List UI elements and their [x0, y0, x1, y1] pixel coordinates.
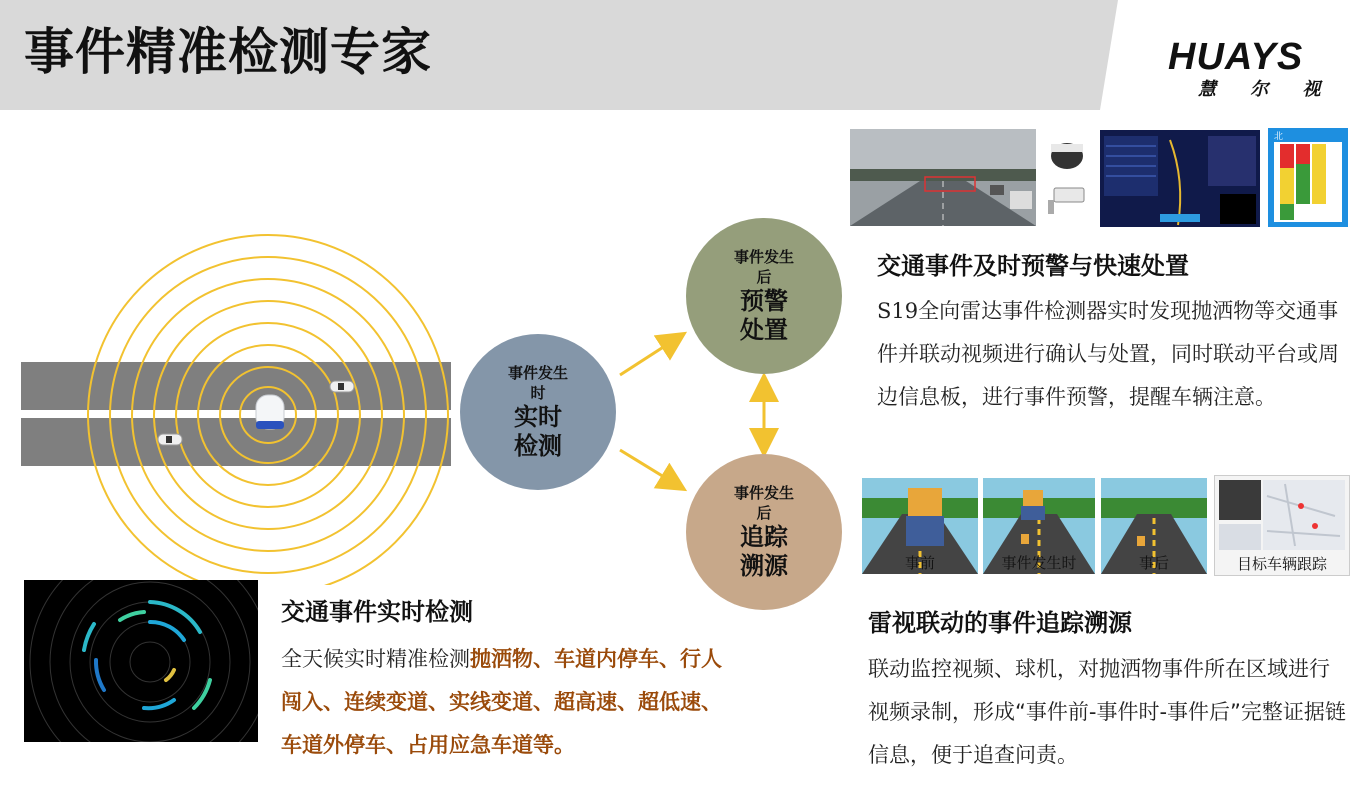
- warning-disposal-node: [686, 218, 842, 374]
- road-lane-upper: [21, 362, 451, 410]
- node-caption: 时: [530, 384, 546, 402]
- warning-section-body: S19全向雷达事件检测器实时发现抛洒物等交通事件并联动视频进行确认与处置，同时联动平台或周边信息板，进行事件预警，提醒车辆注意。: [877, 299, 1339, 409]
- trace-source-node: [686, 454, 842, 610]
- caption-after: 事后: [1138, 554, 1169, 572]
- node-caption: 后: [756, 268, 772, 286]
- before-event-image: [862, 478, 978, 574]
- car-icon-lower: [158, 434, 182, 445]
- node-caption: 事件发生: [507, 364, 568, 382]
- radar-road-illustration: [0, 215, 460, 585]
- node-title: 追踪: [740, 523, 788, 551]
- highway-camera-image: [850, 129, 1036, 226]
- caption-tracking: 目标车辆跟踪: [1236, 555, 1327, 573]
- node-caption: 事件发生: [733, 484, 794, 502]
- node-title: 预警: [740, 287, 788, 315]
- camera-devices-icon: [1044, 136, 1090, 216]
- page-title: 事件精准检测专家: [24, 23, 432, 81]
- detect-section-heading: 交通事件实时检测: [281, 598, 473, 626]
- detect-event-list: 抛洒物、车道内停车、行人闯入、连续变道、实线变道、超高速、超低速、车道外停车、占用应急车道等。: [281, 647, 722, 757]
- detect-section-body: [281, 638, 731, 767]
- info-board-image: [1268, 128, 1348, 227]
- arrow-to-warning: [620, 335, 682, 375]
- caption-during: 事件发生时: [1001, 554, 1077, 572]
- road-lane-lower: [21, 418, 451, 466]
- detect-intro: 全天候实时精准检测: [281, 647, 470, 671]
- caption-before: 事前: [904, 554, 935, 572]
- trace-section-body: 联动监控视频、球机，对抛洒物事件所在区域进行视频录制，形成“事件前-事件时-事件后”完整证据链信息，便于追查问责。: [868, 657, 1346, 767]
- sign-north-label: 北: [1274, 132, 1284, 142]
- radar-device-icon: [256, 395, 284, 429]
- radar-scan-image: [24, 580, 258, 742]
- trace-section-heading: 雷视联动的事件追踪溯源: [868, 609, 1132, 637]
- node-title: 处置: [740, 316, 788, 344]
- car-icon-upper: [330, 381, 354, 392]
- vehicle-tracking-image: [1214, 475, 1350, 576]
- during-event-image: [983, 478, 1095, 574]
- node-caption: 事件发生: [733, 248, 794, 266]
- after-event-image: [1101, 478, 1207, 574]
- logo-subtitle: 慧 尔 视: [1198, 79, 1335, 100]
- node-title: 溯源: [740, 552, 788, 580]
- realtime-detection-node: [460, 334, 616, 490]
- node-title: 实时: [514, 403, 562, 431]
- node-caption: 后: [756, 504, 772, 522]
- monitoring-dashboard-image: [1100, 130, 1260, 227]
- brand-logo: [1168, 36, 1338, 106]
- logo-text: HUAYS: [1168, 36, 1304, 78]
- warning-section-heading: 交通事件及时预警与快速处置: [877, 252, 1189, 280]
- node-title: 检测: [514, 432, 562, 460]
- arrow-to-trace: [620, 450, 682, 488]
